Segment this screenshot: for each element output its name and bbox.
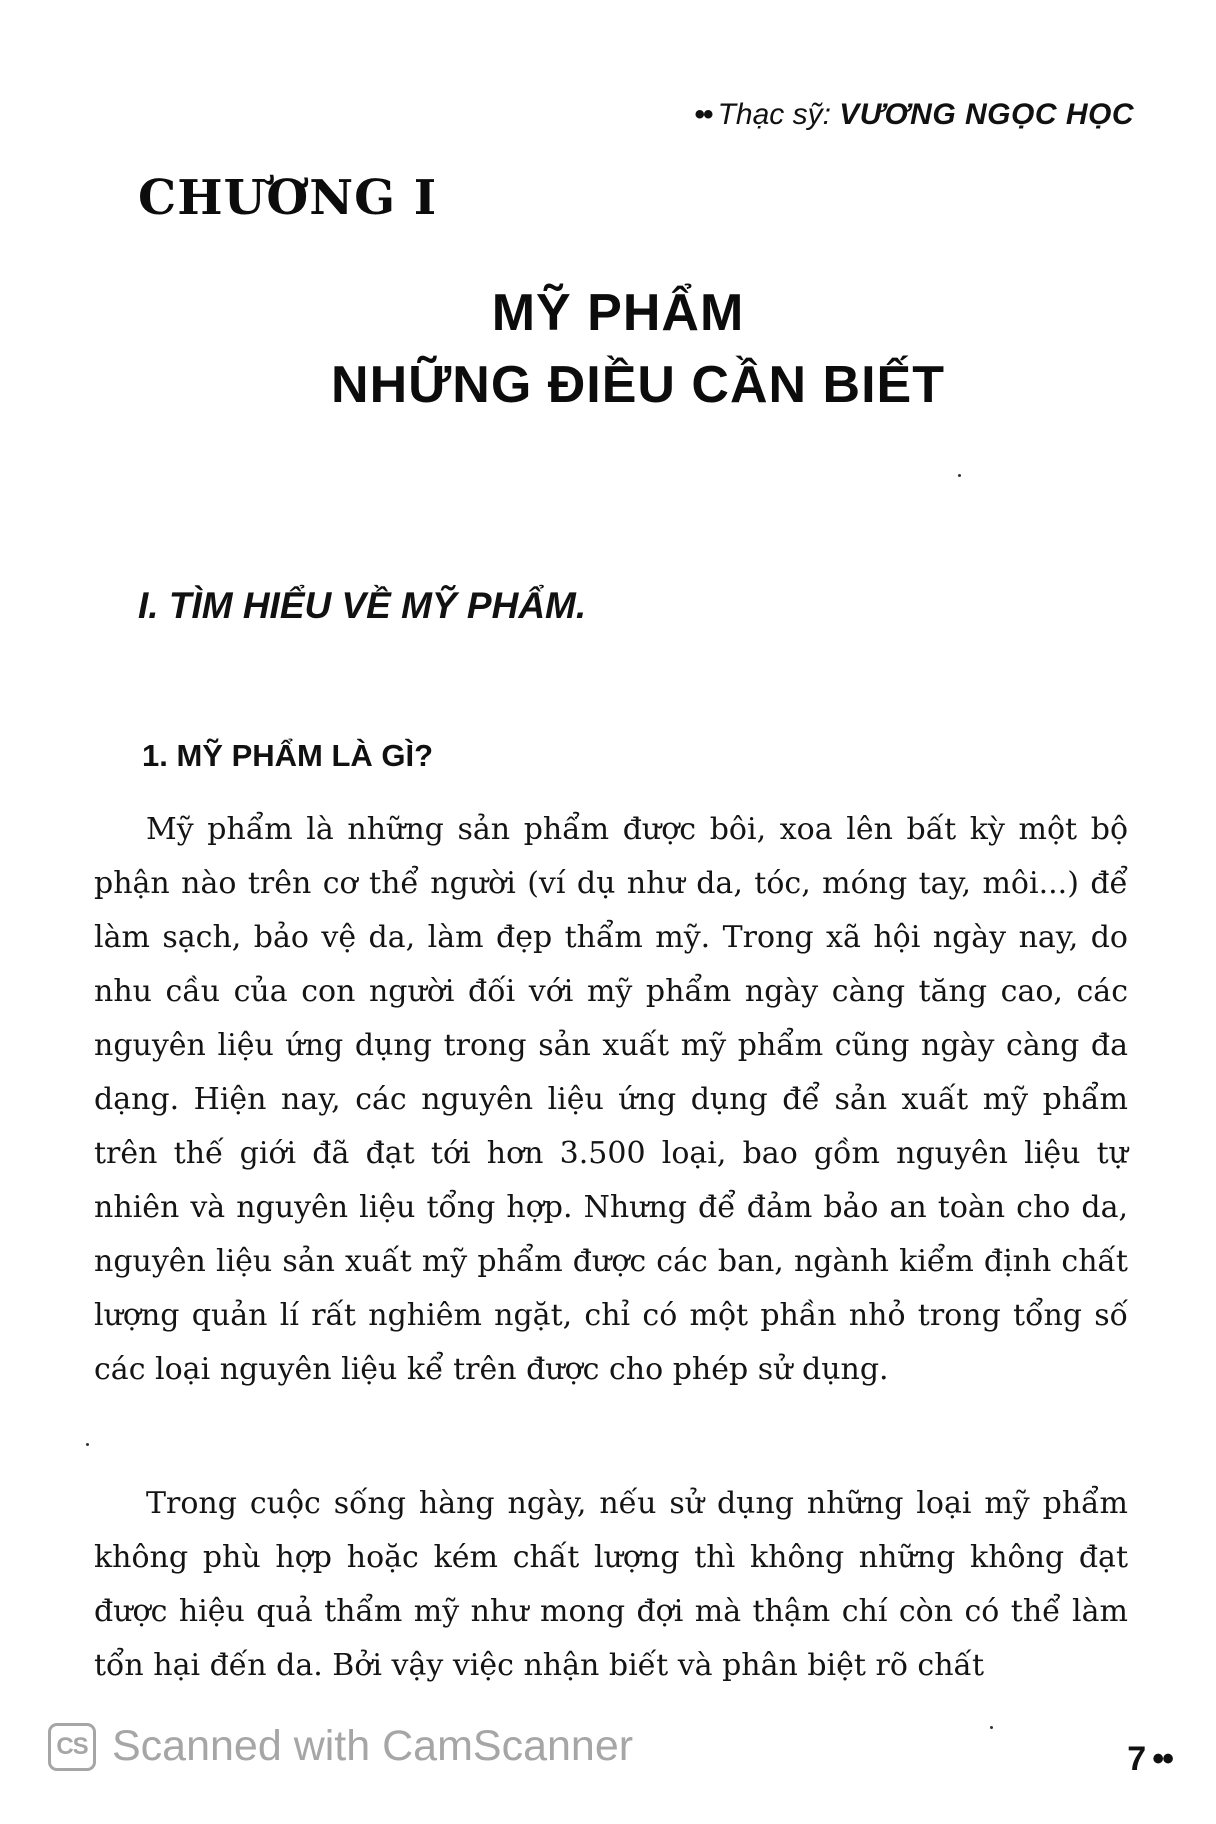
header-author: VƯƠNG NGỌC HỌC [839, 98, 1134, 131]
scan-speck [958, 474, 961, 477]
camscanner-logo-icon: CS [48, 1723, 96, 1771]
running-header [695, 98, 1134, 132]
header-prefix: Thạc sỹ: [717, 98, 840, 131]
page-number-value: 7 [1127, 1740, 1147, 1778]
chapter-label: CHƯƠNG I [138, 170, 438, 226]
body-paragraph-1: Mỹ phẩm là những sản phẩm được bôi, xoa lên bất kỳ một bộ phận nào trên cơ thể người (ví dụ như da, tóc, móng tay, môi...) để làm sạch, bảo vệ da, làm đẹp thẩm mỹ. Trong xã hội ngày nay, do nhu cầu của con người đối với mỹ phẩm ngày càng tăng cao, các nguyên liệu ứng dụng trong sản xuất mỹ phẩm cũng ngày càng đa dạng. Hiện nay, các nguyên liệu ứng dụng để sản xuất mỹ phẩm trên thế giới đã đạt tới hơn 3.500 loại, bao gồm nguyên liệu tự nhiên và nguyên liệu tổng hợp. Nhưng để đảm bảo an toàn cho da, nguyên liệu sản xuất mỹ phẩm được các ban, ngành kiểm định chất lượng quản lí rất nghiêm ngặt, chỉ có một phần nhỏ trong tổng số các loại nguyên liệu kể trên được cho phép sử dụng. [94, 812, 1128, 1387]
page-number [1127, 1740, 1172, 1779]
page-number-dots: •• [1152, 1740, 1172, 1778]
chapter-title-line2: NHỮNG ĐIỀU CẦN BIẾT [331, 356, 945, 414]
header-bullets: •• [694, 98, 712, 131]
chapter-title-line1: MỸ PHẨM [491, 284, 745, 342]
section-heading: I. TÌM HIỂU VỀ MỸ PHẨM. [138, 585, 587, 626]
camscanner-text: Scanned with CamScanner [112, 1722, 634, 1770]
sub-heading: 1. MỸ PHẨM LÀ GÌ? [142, 738, 434, 773]
body-paragraph-2: Trong cuộc sống hàng ngày, nếu sử dụng những loại mỹ phẩm không phù hợp hoặc kém chất lượng thì không những không đạt được hiệu quả thẩm mỹ như mong đợi mà thậm chí còn có thể làm tổn hại đến da. Bởi vậy việc nhận biết và phân biệt rõ chất [94, 1486, 1128, 1683]
camscanner-watermark [48, 1722, 633, 1771]
scan-speck [990, 1726, 993, 1729]
scan-speck [86, 1443, 89, 1446]
